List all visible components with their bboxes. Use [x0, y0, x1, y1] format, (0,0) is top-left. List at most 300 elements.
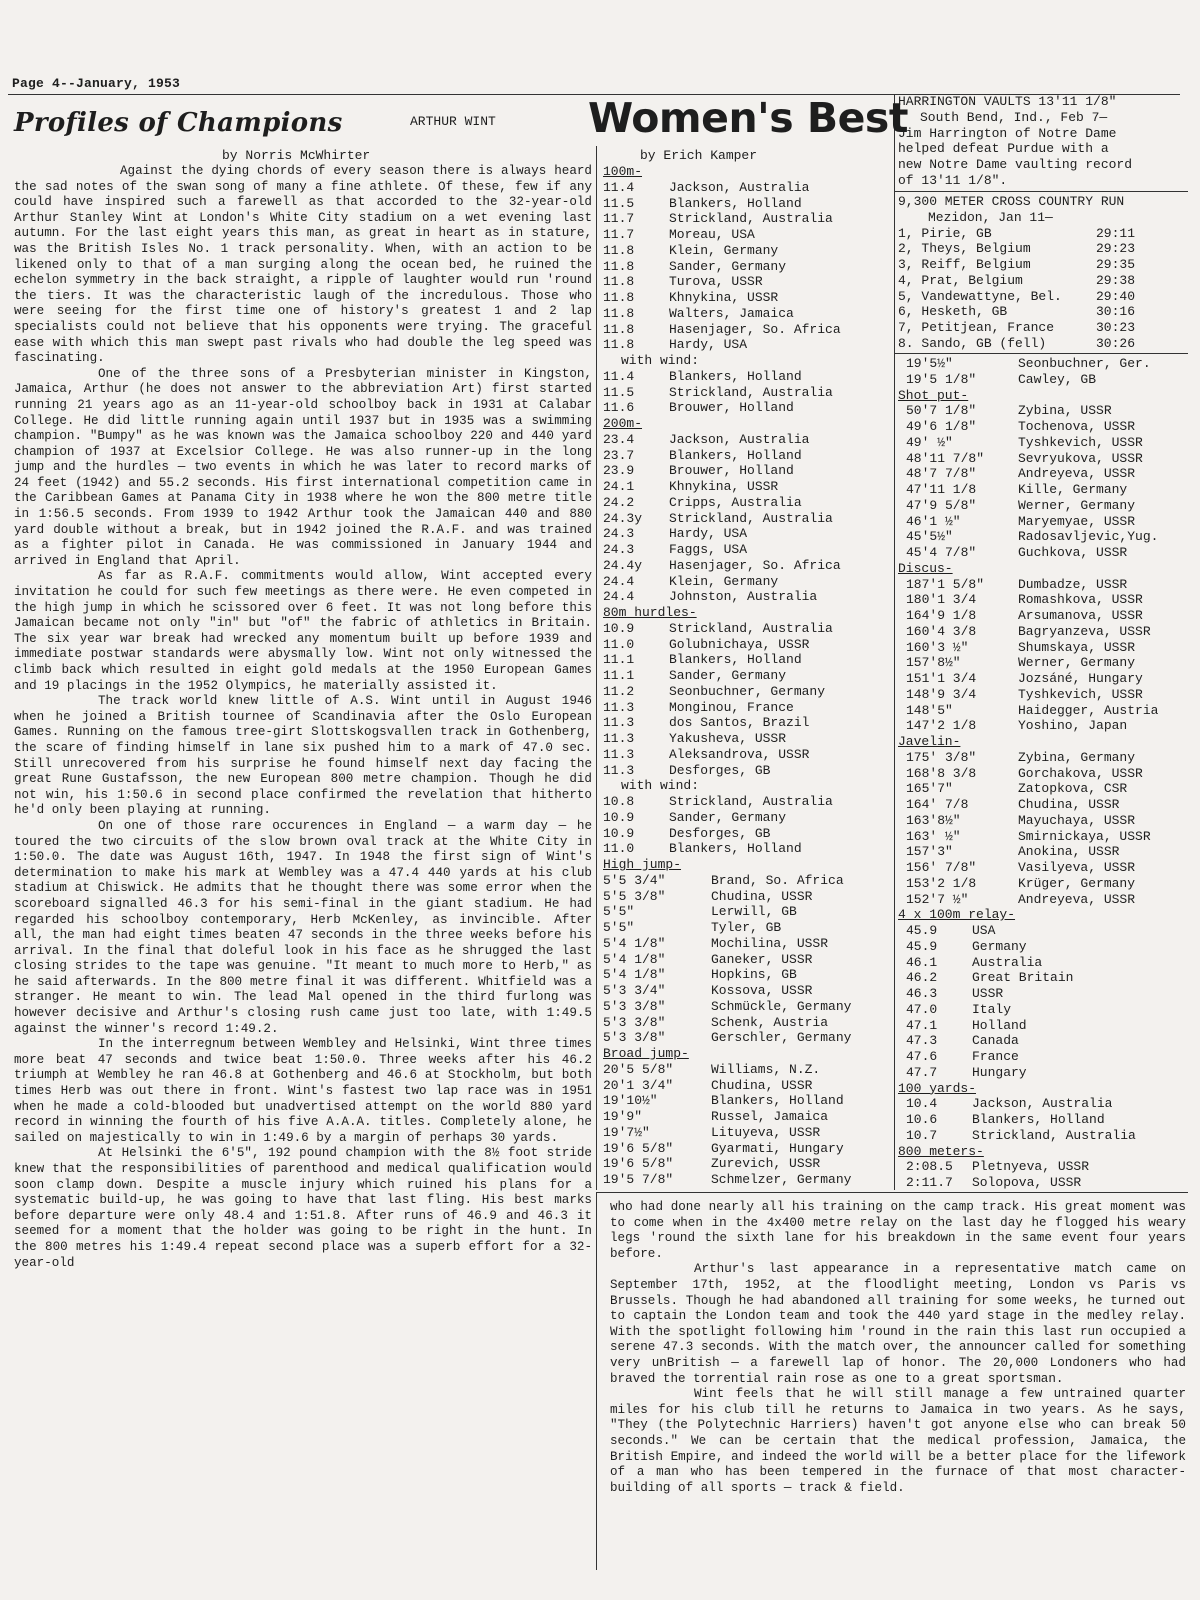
result-row [898, 466, 1188, 482]
result-athlete: Germany [972, 938, 1027, 954]
harrington-line: helped defeat Purdue with a [898, 141, 1109, 157]
result-mark: 11.4 [603, 368, 635, 384]
result-athlete: Strickland, Australia [669, 620, 833, 636]
result-mark: 23.9 [603, 463, 635, 479]
result-athlete: Hopkins, GB [711, 967, 797, 983]
result-athlete: Faggs, USA [669, 542, 748, 557]
result-row [898, 687, 1188, 703]
result-row [898, 923, 1188, 939]
result-athlete: Turova, USSR [669, 274, 763, 290]
result-row [898, 813, 1188, 829]
result-mark: 10.9 [603, 620, 635, 636]
result-row [603, 1156, 885, 1172]
runner: 8. Sando, GB (fell) [898, 335, 1047, 351]
result-row [603, 1125, 885, 1141]
result-row [898, 876, 1188, 892]
result-row [603, 920, 885, 936]
result-mark: 163' ½" [906, 828, 961, 844]
result-mark: 19'5 7/8" [603, 1172, 674, 1187]
event-heading-row [603, 857, 885, 873]
result-row [898, 577, 1188, 593]
result-mark: 180'1 3/4 [906, 592, 977, 608]
result-row [603, 1172, 885, 1188]
result-row [603, 589, 885, 605]
result-athlete: Chudina, USSR [1018, 797, 1120, 812]
result-athlete: Maryemyae, USSR [1018, 513, 1136, 529]
article-paragraph: One of the three sons of a Presbyterian minister in Kingston, Jamaica, Arthur (he does not answer to the abbreviation Art) first started running 21 years ago as an 11-year-old schoolboy back in 1931 at Calabar College. He did little running again until 1937 but in 1935 was a swimming champion. "Bumpy" as he was known was the Jamaica schoolboy 220 and 440 yard champion of 1937 at Excelsior College. He was also runner-up in the long jump and the hurdles — two events in which he was later to record marks of 24 feet (1942) and 55.2 seconds. His first international competition came in the Caribbean Games at Panama City in 1938 where he won the 800 metre title in 1:56.5 seconds. From 1939 to 1942 Arthur took the Jamaican 440 and 880 yard double without a break, but in 1942 joined the R.A.F. and was trained as a fighter pilot in Canada. He was commissioned in January 1944 and arrived in England that April. [14, 366, 592, 568]
result-row [603, 1078, 885, 1094]
result-athlete: Hardy, USA [669, 337, 748, 353]
result-mark: 47.0 [906, 1001, 938, 1017]
column-rule [596, 1192, 597, 1570]
result-athlete: Monginou, France [669, 699, 794, 715]
result-mark: 46'1 ½" [906, 513, 961, 529]
result-athlete: Hardy, USA [669, 526, 748, 542]
result-athlete: Khnykina, USSR [669, 290, 779, 305]
result-mark: 46.2 [906, 970, 938, 986]
result-mark: 20'1 3/4" [603, 1077, 674, 1093]
result-athlete: Great Britain [972, 970, 1074, 986]
result-mark: 11.0 [603, 636, 635, 652]
result-row [603, 385, 885, 401]
result-row [898, 1175, 1188, 1191]
result-athlete: Cripps, Australia [669, 494, 802, 510]
result-row [603, 700, 885, 716]
time: 29:35 [1096, 257, 1136, 272]
result-row [898, 514, 1188, 530]
result-athlete: USSR [972, 986, 1004, 1001]
cross-country-result [898, 273, 1188, 289]
result-mark: 20'5 5/8" [603, 1061, 674, 1077]
wind-label: with wind: [621, 353, 700, 368]
result-row [898, 435, 1188, 451]
event-heading-row [898, 734, 1188, 750]
article-byline: by Norris McWhirter [222, 148, 371, 163]
result-row [603, 511, 885, 527]
result-row [603, 1093, 885, 1109]
result-athlete: Pletnyeva, USSR [972, 1159, 1090, 1175]
result-athlete: Haidegger, Austria [1018, 702, 1159, 718]
article-paragraph: In the interregnum between Wembley and Helsinki, Wint three times more beat 47 seconds and twice beat 1:50.0. Three weeks after his 46.2 triumph at Wembley he ran 46.8 at Gothenberg and 46.6 at Stockholm, but both times Herb was out there in front. Wint's fastest two lap race was in 1951 when he made a cold-blooded but unadvertised attempt on the world 880 yard record in winning the fourth of his five A.A.A. titles. Completely alone, he sailed on majestically to win in 1:49.6 by a margin of perhaps 30 yards. [14, 1037, 592, 1145]
event-heading-row [898, 388, 1188, 404]
result-row [898, 797, 1188, 813]
result-mark: 2:11.7 [906, 1175, 953, 1190]
result-row [603, 967, 885, 983]
event-heading: 100 yards- [898, 1080, 977, 1096]
harrington-item [898, 94, 1188, 189]
result-row [603, 999, 885, 1015]
result-row [603, 1062, 885, 1078]
cross-country-result [898, 336, 1188, 352]
result-athlete: Schmückle, Germany [711, 998, 852, 1014]
result-mark: 19'6 5/8" [603, 1140, 674, 1156]
result-row [898, 1033, 1188, 1049]
runner: 6, Hesketh, GB [898, 304, 1008, 320]
page-header: Page 4--January, 1953 [12, 76, 181, 91]
cross-country-item [898, 194, 1188, 352]
result-mark: 10.8 [603, 794, 635, 809]
result-athlete: Brouwer, Holland [669, 400, 794, 416]
result-mark: 11.8 [603, 258, 635, 274]
wind-label: with wind: [621, 778, 700, 794]
result-row [603, 196, 885, 212]
result-row [898, 655, 1188, 671]
result-row [898, 1159, 1188, 1175]
result-athlete: Zybina, Germany [1018, 749, 1136, 765]
article-continuation [610, 1200, 1186, 1496]
result-row [603, 1109, 885, 1125]
result-athlete: Tyler, GB [711, 920, 782, 935]
result-mark: 11.7 [603, 227, 635, 242]
result-row [898, 892, 1188, 908]
womens-best-list [603, 164, 885, 1188]
result-athlete: Russel, Jamaica [711, 1109, 829, 1124]
result-row [603, 668, 885, 684]
result-mark: 160'4 3/8 [906, 623, 977, 639]
result-athlete: Chudina, USSR [711, 1077, 813, 1093]
result-mark: 160'3 ½" [906, 639, 969, 655]
result-row [603, 826, 885, 842]
result-row [603, 841, 885, 857]
result-row [603, 763, 885, 779]
time: 30:23 [1096, 320, 1136, 335]
result-athlete: Gerschler, Germany [711, 1030, 852, 1046]
result-athlete: Aleksandrova, USSR [669, 746, 810, 762]
result-mark: 5'4 1/8" [603, 951, 666, 967]
section-rule [894, 353, 1188, 354]
result-athlete: Cawley, GB [1018, 371, 1097, 387]
result-athlete: Strickland, Australia [669, 510, 833, 526]
article-paragraph: At Helsinki the 6'5", 192 pound champion with the 8½ foot stride knew that the responsibilities of parenthood and medical qualification would soon clamp down. Despite a muscle injury which ruined his plans for a systematic build-up, he was going to have that last fling. His best marks before departure were only 48.4 and 1:51.8. After runs of 46.9 and 46.3 it seemed for a moment that the holder was going to be right in the hunt. In the 800 metres his 1:49.4 repeat second place was a superb effort for a 32-year-old [14, 1146, 592, 1270]
result-row [898, 844, 1188, 860]
result-athlete: Radosavljevic,Yug. [1018, 529, 1159, 545]
event-heading-row [898, 907, 1188, 923]
result-mark: 11.2 [603, 683, 635, 699]
event-heading: Shot put- [898, 387, 969, 403]
runner: 1, Pirie, GB [898, 225, 992, 241]
event-heading: 4 x 100m relay- [898, 907, 1016, 923]
event-heading-row [603, 164, 885, 180]
result-row [898, 766, 1188, 782]
result-athlete: Sevryukova, USSR [1018, 450, 1143, 466]
result-athlete: Mayuchaya, USSR [1018, 812, 1136, 828]
result-mark: 19'10½" [603, 1093, 658, 1109]
result-row [898, 1128, 1188, 1144]
result-athlete: Sander, Germany [669, 809, 787, 825]
result-row [603, 904, 885, 920]
result-athlete: Zybina, USSR [1018, 403, 1112, 419]
result-mark: 5'4 1/8" [603, 967, 666, 983]
result-mark: 11.1 [603, 668, 635, 683]
result-athlete: Khnykina, USSR [669, 479, 779, 494]
wind-label-row [603, 353, 885, 369]
result-row [603, 211, 885, 227]
result-athlete: Kossova, USSR [711, 983, 813, 998]
result-row [898, 829, 1188, 845]
result-row [603, 542, 885, 558]
result-athlete: Blankers, Holland [669, 195, 802, 211]
result-athlete: Strickland, Australia [669, 794, 833, 809]
harrington-line: of 13'11 1/8". [898, 172, 1008, 188]
event-heading: 80m hurdles- [603, 605, 697, 620]
runner: 4, Prat, Belgium [898, 272, 1023, 288]
event-heading-row [898, 1144, 1188, 1160]
result-mark: 10.9 [603, 809, 635, 825]
result-mark: 10.7 [906, 1127, 938, 1143]
result-mark: 5'3 3/8" [603, 1014, 666, 1030]
result-athlete: Canada [972, 1033, 1019, 1049]
result-athlete: Romashkova, USSR [1018, 592, 1143, 608]
result-row [603, 637, 885, 653]
result-mark: 48'7 7/8" [906, 466, 977, 482]
result-row [603, 1030, 885, 1046]
result-mark: 47.6 [906, 1049, 938, 1064]
result-athlete: USA [972, 923, 996, 938]
time: 30:16 [1096, 304, 1136, 320]
harrington-line: South Bend, Ind., Feb 7— [920, 109, 1108, 125]
result-athlete: Hasenjager, So. Africa [669, 321, 841, 337]
result-row [898, 529, 1188, 545]
result-athlete: Holland [972, 1017, 1027, 1033]
result-athlete: Hungary [972, 1064, 1027, 1080]
result-athlete: Schenk, Austria [711, 1014, 829, 1030]
result-mark: 11.4 [603, 179, 635, 195]
result-athlete: Guchkova, USSR [1018, 545, 1128, 560]
result-athlete: Arsumanova, USSR [1018, 608, 1143, 623]
cross-country-result [898, 226, 1188, 242]
result-row [898, 608, 1188, 624]
result-row [898, 372, 1188, 388]
cross-country-result [898, 289, 1188, 305]
result-mark: 10.4 [906, 1096, 938, 1112]
article-paragraph: The track world knew little of A.S. Wint until in August 1946 when he joined a British tournee of Scandinavia after the Oslo European Games. Running on the famous tree-girt Slottskogsvallen track in Gothenberg, the scare of finding himself in lane six pushed him to a mark of 47.0 sec. Still unrecovered from his surprise he found himself next day facing the great Rune Gustafsson, the new European 800 metre champion. Though he did not win, his 1:50.6 in second place confirmed the revelation that hitherto he'd only been playing at running. [14, 694, 592, 818]
result-athlete: Jackson, Australia [669, 431, 810, 447]
time: 29:23 [1096, 241, 1136, 257]
result-row [603, 952, 885, 968]
result-mark: 46.1 [906, 954, 938, 970]
result-athlete: Schmelzer, Germany [711, 1172, 852, 1187]
result-athlete: Shumskaya, USSR [1018, 639, 1136, 655]
result-row [898, 1065, 1188, 1081]
result-athlete: Werner, Germany [1018, 655, 1136, 671]
result-row [603, 794, 885, 810]
cross-country-result [898, 304, 1188, 320]
result-athlete: Gyarmati, Hungary [711, 1140, 844, 1156]
result-row [603, 369, 885, 385]
result-mark: 45'5½" [906, 529, 953, 545]
result-athlete: Lerwill, GB [711, 904, 797, 920]
result-mark: 47.1 [906, 1017, 938, 1033]
result-row [898, 955, 1188, 971]
runner: 2, Theys, Belgium [898, 241, 1031, 257]
cross-country-result [898, 241, 1188, 257]
result-athlete: Krüger, Germany [1018, 875, 1136, 891]
result-row [603, 180, 885, 196]
result-row [603, 400, 885, 416]
result-mark: 24.3 [603, 542, 635, 557]
result-mark: 5'3 3/8" [603, 1030, 666, 1046]
result-mark: 5'5" [603, 904, 635, 920]
article-title: Profiles of Champions [14, 108, 343, 138]
result-athlete: Vasilyeva, USSR [1018, 860, 1136, 875]
result-athlete: Strickland, Australia [669, 384, 833, 400]
event-heading: 200m- [603, 416, 643, 431]
result-mark: 47.3 [906, 1033, 938, 1049]
result-row [603, 322, 885, 338]
result-mark: 148'9 3/4 [906, 686, 977, 702]
time: 29:11 [1096, 225, 1136, 241]
column-rule [894, 94, 895, 1190]
cross-country-result [898, 320, 1188, 336]
result-row [898, 419, 1188, 435]
result-row [603, 306, 885, 322]
article-paragraph: On one of those rare occurences in England — a warm day — he toured the two circuits of the slow brown oval track at the White City in 1:50.0. The date was August 16th, 1947. In 1948 the first sign of Wint's determination to make his mark at Wembley was a 47.4 440 yards at his club stadium at Chiswick. He admits that he thought there was some error when the scoreboard signalled 46.3 for his semi-final in the giant stadium. He had regarded his schoolboy contemporary, Herb McKenley, as invincible. After all, the man had eight times beaten 47 seconds in the three weeks before his arrival. In the final that doleful look in his face as he shrugged the last closing strides to the tape was genuine. "It meant to much more to Herb," as he said afterwards. In the 800 metre final it was different. Whitfield was a stranger. He meant to win. The lead Mal opened in the third furlong was however decisive and Arthur's closing rush came just too late, with 1:49.5 against the winner's record 1:49.2. [14, 818, 592, 1036]
result-athlete: Sander, Germany [669, 258, 787, 274]
event-heading: High jump- [603, 857, 682, 872]
article-paragraph: Against the dying chords of every season there is always heard the sad notes of the swan song of many a fine athlete. Of these, few if any could have inspired such a farewell as that accorded to the 32-year-old Arthur Stanley Wint at London's White City stadium on a wet evening last autumn. For the last eight years this man, as great in heart as in stature, was the British Isles No. 1 track personality. When, with an action to be likened only to that of a man surging along the ocean bed, he ruined the echelon symmetry in the back straight, a ripple of laughter would run 'round the tiers. It was the characteristic laugh of the incredulous. Those who were seeing for the first time one of history's greatest 1 and 2 lap specialists could not believe that his opponents were trying. The graceful ease with which this man swept past rivals who had double the leg speed was fascinating. [14, 164, 592, 366]
result-mark: 11.8 [603, 321, 635, 337]
result-row [898, 1049, 1188, 1065]
result-mark: 19'5½" [906, 356, 953, 371]
result-mark: 11.1 [603, 652, 635, 668]
result-mark: 11.8 [603, 337, 635, 353]
result-athlete: dos Santos, Brazil [669, 715, 810, 731]
result-mark: 5'3 3/4" [603, 983, 666, 998]
time: 30:26 [1096, 335, 1136, 351]
result-mark: 19'9" [603, 1109, 643, 1124]
result-row [603, 621, 885, 637]
womens-best-title: Women's Best [588, 94, 908, 142]
result-mark: 163'8½" [906, 812, 961, 828]
result-row [603, 227, 885, 243]
result-mark: 23.4 [603, 431, 635, 447]
result-athlete: Tochenova, USSR [1018, 419, 1136, 434]
result-row [898, 545, 1188, 561]
result-mark: 47'11 1/8 [906, 482, 977, 497]
result-athlete: Australia [972, 954, 1043, 970]
event-heading: Broad jump- [603, 1046, 689, 1061]
result-row [603, 731, 885, 747]
result-row [898, 498, 1188, 514]
result-athlete: Italy [972, 1001, 1012, 1017]
result-athlete: Klein, Germany [669, 573, 779, 589]
event-heading: Discus- [898, 560, 953, 576]
event-heading: 800 meters- [898, 1143, 984, 1159]
harrington-line: new Notre Dame vaulting record [898, 157, 1133, 172]
result-mark: 24.4 [603, 589, 635, 605]
result-row [603, 873, 885, 889]
result-row [603, 715, 885, 731]
result-mark: 19'5 1/8" [906, 371, 977, 387]
article-paragraph: Wint feels that he will still manage a few untrained quarter miles for his club till he returns to Jamaica in two years. As he says, "They (the Polytechnic Harriers) haven't got anyone else who can break 50 seconds." We can be certain that the medical profession, Jamaica, the British Empire, and indeed the world will be a better place for the lifework of a man who has been tempered in the furnace of that most character-building of all sports — track & field. [610, 1387, 1186, 1495]
result-mark: 5'5 3/4" [603, 872, 666, 888]
result-mark: 152'7 ½" [906, 891, 969, 907]
result-row [603, 432, 885, 448]
result-mark: 10.9 [603, 825, 635, 841]
result-row [603, 526, 885, 542]
result-row [603, 274, 885, 290]
result-row [603, 747, 885, 763]
result-row [898, 703, 1188, 719]
event-heading-row [898, 561, 1188, 577]
event-heading-row [603, 605, 885, 621]
result-mark: 49' ½" [906, 434, 953, 450]
result-athlete: Werner, Germany [1018, 497, 1136, 513]
result-row [603, 574, 885, 590]
result-mark: 46.3 [906, 986, 938, 1001]
result-row [898, 592, 1188, 608]
result-athlete: Smirnickaya, USSR [1018, 828, 1151, 844]
column-rule [596, 146, 597, 1190]
result-row [898, 970, 1188, 986]
result-athlete: Desforges, GB [669, 762, 771, 778]
result-athlete: Solopova, USSR [972, 1175, 1082, 1190]
result-athlete: Strickland, Australia [669, 211, 833, 227]
result-mark: 11.3 [603, 731, 635, 746]
result-mark: 5'5" [603, 920, 635, 935]
result-mark: 147'2 1/8 [906, 718, 977, 734]
result-mark: 5'3 3/8" [603, 998, 666, 1014]
event-heading-row [898, 1081, 1188, 1097]
result-athlete: Walters, Jamaica [669, 305, 794, 321]
event-heading: Javelin- [898, 734, 961, 749]
time: 29:38 [1096, 272, 1136, 288]
result-athlete: Blankers, Holland [669, 447, 802, 463]
result-mark: 24.1 [603, 479, 635, 494]
cross-country-location: Mezidon, Jan 11— [928, 209, 1053, 225]
result-row [603, 479, 885, 495]
result-mark: 151'1 3/4 [906, 671, 977, 686]
result-mark: 11.3 [603, 699, 635, 715]
result-athlete: Kille, Germany [1018, 482, 1128, 497]
cross-country-result [898, 257, 1188, 273]
event-heading: 100m- [603, 164, 643, 179]
result-row [603, 463, 885, 479]
harrington-line: Jim Harrington of Notre Dame [898, 125, 1117, 141]
runner: 5, Vandewattyne, Bel. [898, 288, 1062, 304]
result-athlete: Zurevich, USSR [711, 1156, 821, 1172]
result-row [603, 337, 885, 353]
result-athlete: Yoshino, Japan [1018, 718, 1128, 734]
right-results-list [898, 356, 1188, 1191]
result-athlete: Andreyeva, USSR [1018, 466, 1136, 482]
result-row [603, 889, 885, 905]
result-athlete: Blankers, Holland [972, 1112, 1105, 1127]
result-row [898, 781, 1188, 797]
result-athlete: Blankers, Holland [669, 368, 802, 384]
cross-country-headline: 9,300 METER CROSS COUNTRY RUN [898, 194, 1125, 209]
result-athlete: Chudina, USSR [711, 888, 813, 904]
section-rule [894, 191, 1188, 192]
result-mark: 157'3" [906, 844, 953, 860]
section-rule [596, 1192, 1188, 1193]
runner: 3, Reiff, Belgium [898, 257, 1031, 272]
result-athlete: Sander, Germany [669, 668, 787, 683]
result-row [898, 671, 1188, 687]
result-row [603, 810, 885, 826]
result-mark: 5'5 3/8" [603, 888, 666, 904]
result-row [898, 1018, 1188, 1034]
result-mark: 10.6 [906, 1112, 938, 1127]
result-athlete: Johnston, Australia [669, 589, 818, 605]
result-row [603, 259, 885, 275]
result-athlete: Mochilina, USSR [711, 935, 829, 951]
result-row [898, 640, 1188, 656]
result-mark: 11.5 [603, 195, 635, 211]
result-row [603, 448, 885, 464]
result-mark: 45'4 7/8" [906, 545, 977, 560]
result-mark: 19'7½" [603, 1124, 650, 1140]
